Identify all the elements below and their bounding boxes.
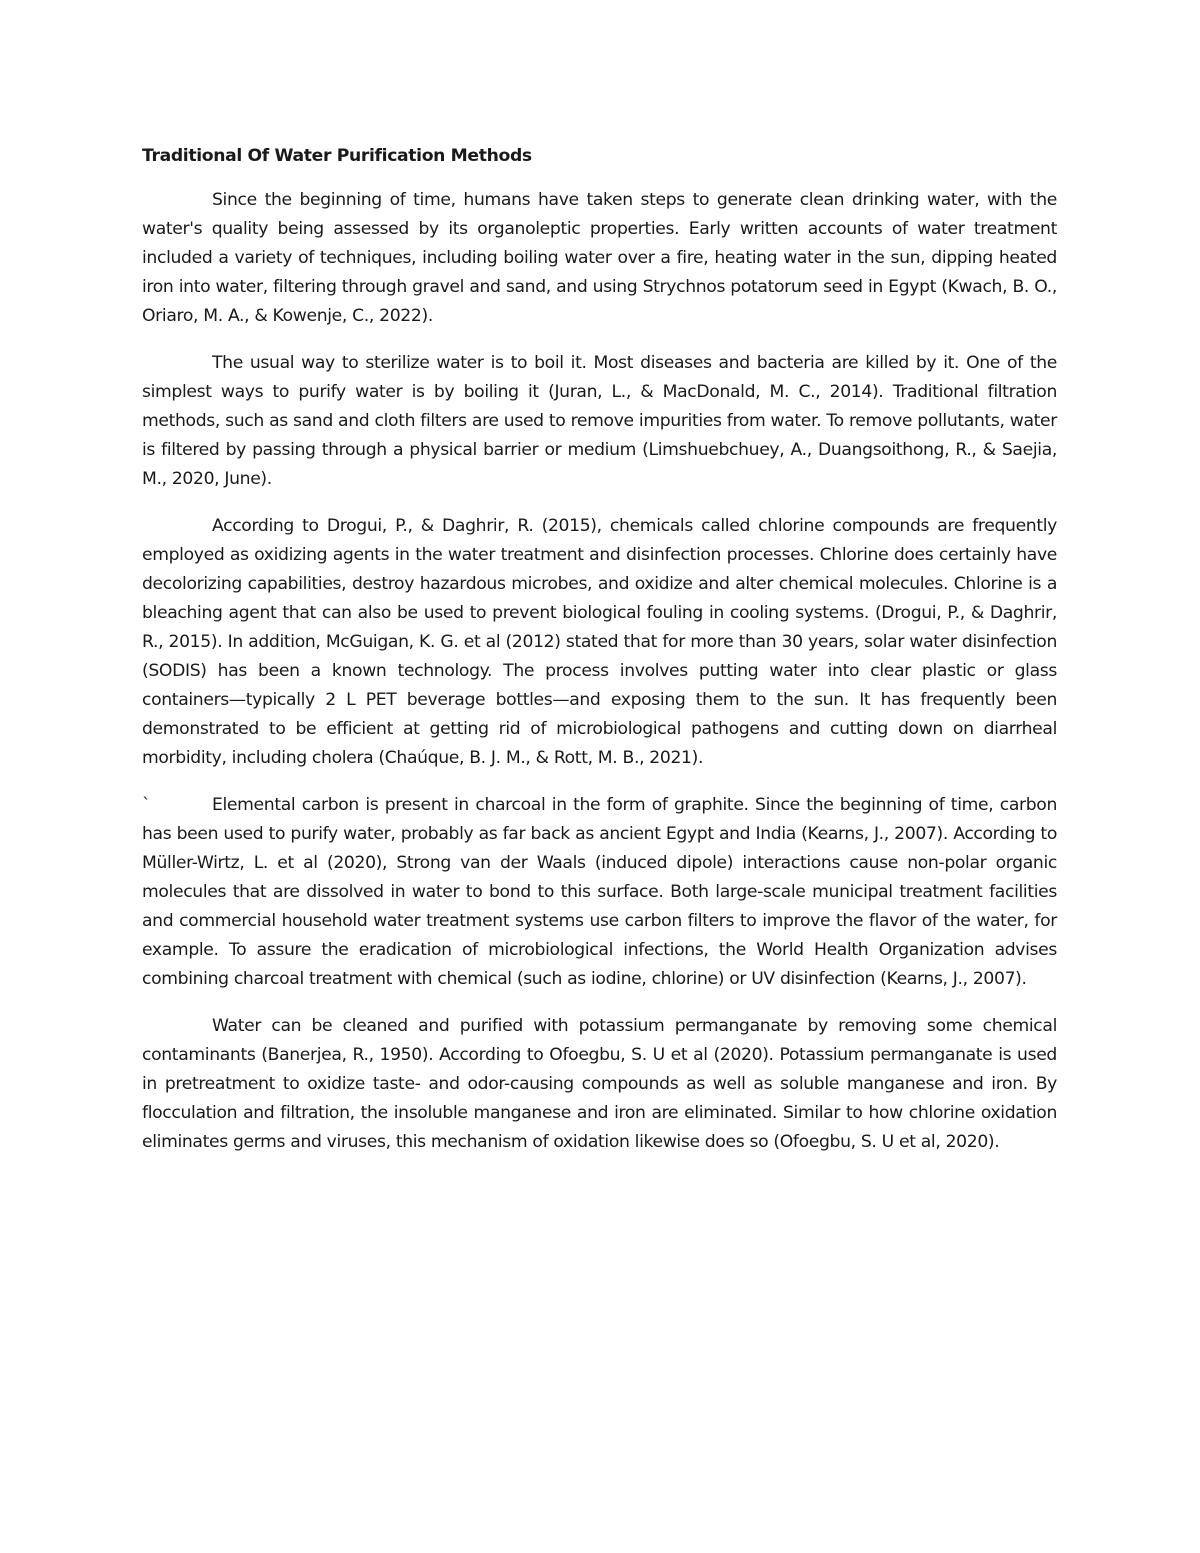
document-title: Traditional Of Water Purification Methods (142, 146, 532, 166)
document-body (142, 142, 1057, 1175)
paragraph-charcoal-wrapper (142, 791, 1057, 994)
paragraph-charcoal: Elemental carbon is present in charcoal in the form of graphite. Since the beginning of time, carbon has been used to purify water, probably as far back as ancient Egypt and India (Kearns, J., 2007). According to Müller-Wirtz, L. et al (2020), Strong van der Waals (induced dipole) interactions cause non-polar organic molecules that are dissolved in water to bond to this surface. Both large-scale municipal treatment facilities and commercial household water treatment systems use carbon filters to improve the flavor of the water, for example. To assure the eradication of microbiological infections, the World Health Organization advises combining charcoal treatment with chemical (such as iodine, chlorine) or UV disinfection (Kearns, J., 2007). (142, 795, 1057, 989)
paragraph-boiling: The usual way to sterilize water is to boil it. Most diseases and bacteria are killed by it. One of the simplest ways to purify water is by boiling it (Juran, L., & MacDonald, M. C., 2014). Traditional filtration methods, such as sand and cloth filters are used to remove impurities from water. To remove pollutants, water is filtered by passing through a physical barrier or medium (Limshuebchuey, A., Duangsoithong, R., & Saejia, M., 2020, June). (142, 353, 1057, 489)
paragraph-chlorine-sodis: According to Drogui, P., & Daghrir, R. (2015), chemicals called chlorine compounds are frequently employed as oxidizing agents in the water treatment and disinfection processes. Chlorine does certainly have decolorizing capabilities, destroy hazardous microbes, and oxidize and alter chemical molecules. Chlorine is a bleaching agent that can also be used to prevent biological fouling in cooling systems. (Drogui, P., & Daghrir, R., 2015). In addition, McGuigan, K. G. et al (2012) stated that for more than 30 years, solar water disinfection (SODIS) has been a known technology. The process involves putting water into clear plastic or glass containers—typically 2 L PET beverage bottles—and exposing them to the sun. It has frequently been demonstrated to be efficient at getting rid of microbiological pathogens and cutting down on diarrheal morbidity, including cholera (Chaúque, B. J. M., & Rott, M. B., 2021). (142, 516, 1057, 768)
paragraph-early-methods: Since the beginning of time, humans have taken steps to generate clean drinking water, with the water's quality being assessed by its organoleptic properties. Early written accounts of water treatment included a variety of techniques, including boiling water over a fire, heating water in the sun, dipping heated iron into water, filtering through gravel and sand, and using Strychnos potatorum seed in Egypt (Kwach, B. O., Oriaro, M. A., & Kowenje, C., 2022). (142, 190, 1057, 326)
paragraph-permanganate: Water can be cleaned and purified with potassium permanganate by removing some chemical contaminants (Banerjea, R., 1950). According to Ofoegbu, S. U et al (2020). Potassium permanganate is used in pretreatment to oxidize taste- and odor-causing compounds as well as soluble manganese and iron. By flocculation and filtration, the insoluble manganese and iron are eliminated. Similar to how chlorine oxidation eliminates germs and viruses, this mechanism of oxidation likewise does so (Ofoegbu, S. U et al, 2020). (142, 1016, 1057, 1152)
stray-backtick-mark: ` (142, 795, 151, 815)
